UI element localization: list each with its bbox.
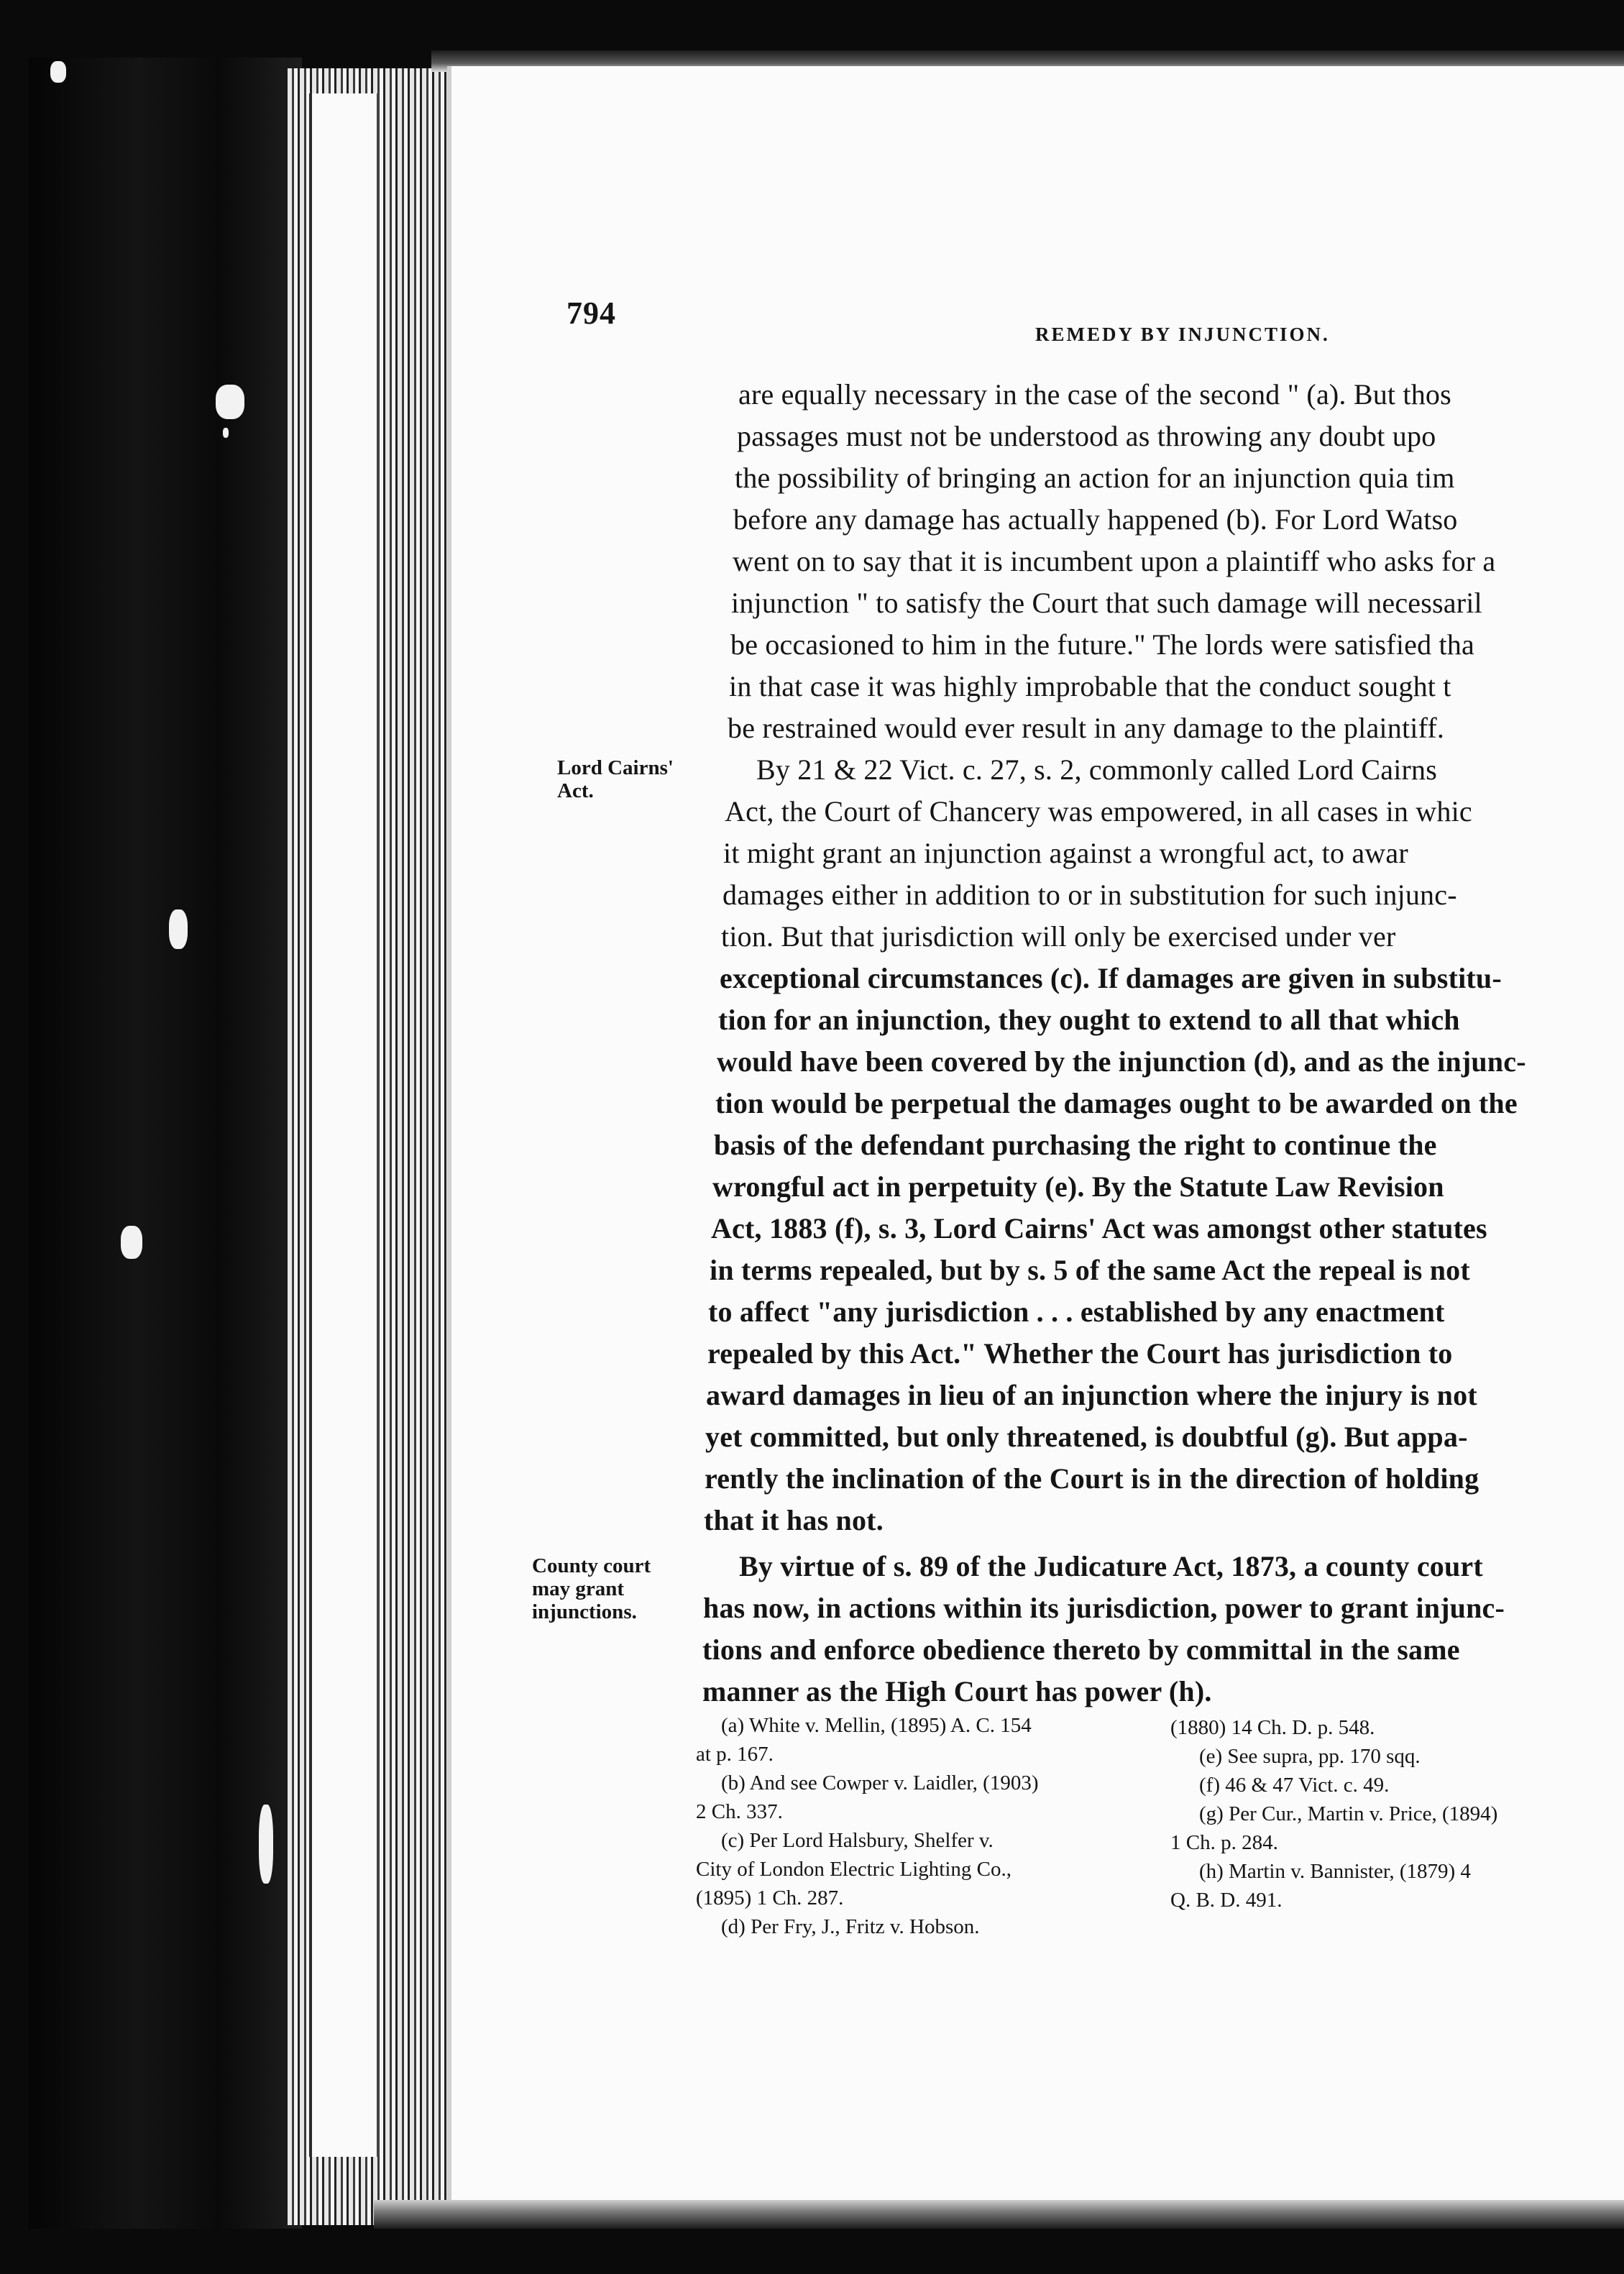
footnote-line: (h) Martin v. Bannister, (1879) 4 — [1199, 1860, 1471, 1883]
body-line: the possibility of bringing an action for an injunction quia tim — [735, 462, 1455, 494]
body-line: be restrained would ever result in any damage to the plaintiff. — [728, 712, 1445, 744]
body-line: tion for an injunction, they ought to extend to all that which — [718, 1004, 1460, 1036]
footnote-line: 2 Ch. 337. — [696, 1800, 783, 1823]
footnote-line: (c) Per Lord Halsbury, Shelfer v. — [721, 1829, 994, 1852]
marginal-line: County court — [532, 1554, 651, 1577]
facing-page-strip — [309, 93, 379, 2157]
footnote-line: (e) See supra, pp. 170 sqq. — [1199, 1745, 1421, 1768]
footnote-line: (f) 46 & 47 Vict. c. 49. — [1199, 1774, 1390, 1797]
footnote-line: Q. B. D. 491. — [1170, 1889, 1283, 1912]
scan-speck — [223, 428, 229, 438]
body-line: passages must not be understood as throwing any doubt upo — [737, 420, 1436, 452]
marginal-line: may grant — [532, 1577, 625, 1600]
body-line: it might grant an injunction against a wrongful act, to awar — [723, 837, 1408, 869]
body-line: in that case it was highly improbable that the conduct sought t — [729, 670, 1451, 702]
footnote-line: (g) Per Cur., Martin v. Price, (1894) — [1199, 1802, 1498, 1825]
binding-shadow — [29, 58, 302, 2229]
body-line: before any damage has actually happened (b). For Lord Watso — [733, 503, 1458, 536]
body-line: be occasioned to him in the future." The lords were satisfied tha — [730, 628, 1474, 661]
body-line: By virtue of s. 89 of the Judicature Act, 1873, a county court — [739, 1550, 1483, 1582]
marginal-line: Lord Cairns' — [557, 756, 674, 779]
footnote-line: 1 Ch. p. 284. — [1170, 1831, 1278, 1854]
marginal-line: injunctions. — [532, 1600, 637, 1623]
scan-speck — [259, 1805, 273, 1884]
body-line: Act, the Court of Chancery was empowered, in all cases in whic — [725, 795, 1472, 827]
body-line: yet committed, but only threatened, is doubtful (g). But appa- — [705, 1421, 1468, 1453]
scan-speck — [50, 61, 66, 83]
body-line: injunction " to satisfy the Court that such damage will necessaril — [731, 587, 1482, 619]
body-line: award damages in lieu of an injunction where the injury is not — [706, 1379, 1477, 1411]
marginal-line: Act. — [557, 779, 594, 802]
body-line: that it has not. — [704, 1504, 884, 1536]
footnote-line: (1880) 14 Ch. D. p. 548. — [1170, 1716, 1375, 1739]
footnote-line: at p. 167. — [696, 1743, 774, 1766]
scan-speck — [216, 385, 244, 419]
footnote-line: (d) Per Fry, J., Fritz v. Hobson. — [721, 1915, 980, 1938]
marginal-note-lord-cairns — [557, 756, 674, 802]
body-line: would have been covered by the injunction (d), and as the injunc- — [717, 1045, 1526, 1078]
marginal-note-county-court — [532, 1554, 651, 1623]
scan-speck — [169, 909, 188, 949]
page-number: 794 — [566, 295, 616, 331]
body-line: repealed by this Act." Whether the Court has jurisdiction to — [707, 1337, 1453, 1370]
body-line: exceptional circumstances (c). If damages are given in substitu- — [720, 962, 1502, 994]
footnote-line: (a) White v. Mellin, (1895) A. C. 154 — [721, 1714, 1032, 1737]
footnote-line: City of London Electric Lighting Co., — [696, 1858, 1011, 1881]
body-line: went on to say that it is incumbent upon a plaintiff who asks for a — [733, 545, 1496, 577]
footnote-line: (1895) 1 Ch. 287. — [696, 1886, 844, 1909]
body-line: are equally necessary in the case of the second " (a). But thos — [738, 378, 1451, 411]
body-line: wrongful act in perpetuity (e). By the Statute Law Revision — [712, 1170, 1444, 1203]
body-line: damages either in addition to or in substitution for such injunc- — [722, 879, 1457, 911]
body-line: to affect "any jurisdiction . . . established by any enactment — [708, 1296, 1445, 1328]
scan-speck — [121, 1226, 142, 1259]
running-head: REMEDY BY INJUNCTION. — [1035, 324, 1330, 345]
body-line: By 21 & 22 Vict. c. 27, s. 2, commonly called Lord Cairns — [756, 753, 1438, 786]
body-line: tions and enforce obedience thereto by committal in the same — [702, 1633, 1460, 1666]
body-line: tion would be perpetual the damages ought to be awarded on the — [715, 1087, 1518, 1119]
body-line: Act, 1883 (f), s. 3, Lord Cairns' Act was amongst other statutes — [711, 1212, 1487, 1244]
footnote-line: (b) And see Cowper v. Laidler, (1903) — [721, 1771, 1039, 1794]
body-line: tion. But that jurisdiction will only be exercised under ver — [721, 920, 1396, 953]
body-line: manner as the High Court has power (h). — [702, 1675, 1212, 1707]
body-line: in terms repealed, but by s. 5 of the same Act the repeal is not — [710, 1254, 1470, 1286]
body-line: has now, in actions within its jurisdiction, power to grant injunc- — [703, 1592, 1505, 1624]
body-line: basis of the defendant purchasing the right to continue the — [714, 1129, 1437, 1161]
body-line: rently the inclination of the Court is in the direction of holding — [705, 1462, 1480, 1495]
